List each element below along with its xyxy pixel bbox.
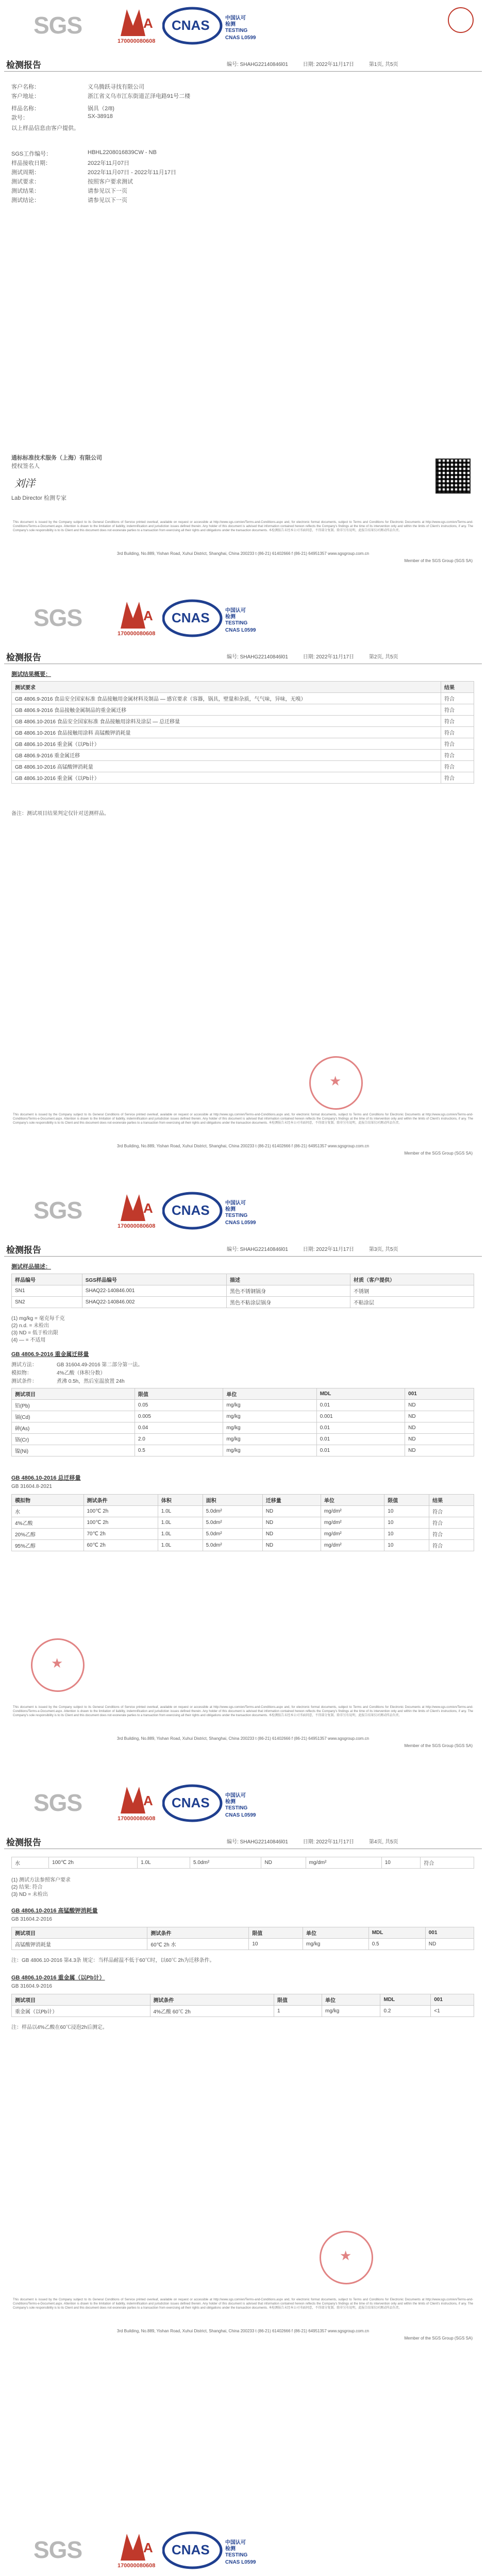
note-item: (3) ND = 未检出: [11, 1892, 48, 1897]
client-addr-label: 客户地址：: [11, 93, 40, 99]
note-item: (2) 结果: 符合: [11, 1885, 43, 1890]
result-label: 测试结果：: [11, 188, 40, 194]
result-value: 请参见以下一页: [88, 188, 127, 194]
request-label: 测试要求：: [11, 179, 40, 185]
report-date: 日期: 2022年11月17日: [303, 1247, 355, 1252]
terms-text: This document is issued by the Company subject to its General Conditions of Service printed overleaf, available on request or accessible at http://www.sgs.com/en/Terms-and-Conditions.aspx and, for electronic format documents, subject to Terms and Conditions for Electronic Documents at http://www.sgs.com/en/Terms-and-Conditions/Terms-e-Document.aspx. Attention is drawn to the limitation of liability, indemnification and jurisdiction issues defined therein. Any holder of this document is advised that information contained hereon reflects the Company's findings at the time of its intervention only and within the limits of Client's instructions, if any. The Company's sole responsibility is to its Client and this document does not exonerate parties to a transaction from exercising all their rights and obligations under the transaction documents. 本检测报告未经本公司书面同意，不得部分复制。除非另有说明，此报告结果仅对测试样品负责。: [13, 2298, 473, 2310]
received-label: 样品接收日期：: [11, 160, 51, 166]
total-table: [11, 1494, 474, 1551]
report-page-1: [0, 0, 486, 567]
table-header-row: 模拟物 测试条件 体积 面积 迁移量 单位 限值 结果: [12, 1495, 474, 1506]
sgs-logo: SGS: [33, 2536, 82, 2563]
page-number: 第4页, 共5页: [368, 1839, 398, 1845]
style-label: 款号：: [11, 115, 28, 121]
kmno4-method: GB 31604.2-2016: [11, 1917, 52, 1922]
footer-member: Member of the SGS Group (SGS SA): [404, 2336, 473, 2341]
table-row: GB 4806.9-2016 食品接触金属制品的重金属迁移 符合: [12, 704, 474, 716]
seal-mark: [448, 7, 474, 33]
table-row: GB 4806.10-2016 重金属（以Pb计） 符合: [12, 738, 474, 750]
table-row: GB 4806.9-2016 重金属迁移 符合: [12, 750, 474, 761]
table-row: 水 100℃ 2h 1.0L 5.0dm² ND mg/dm² 10 符合: [12, 1506, 474, 1517]
footer-member: Member of the SGS Group (SGS SA): [404, 558, 473, 563]
page-number: 第2页, 共5页: [368, 654, 398, 660]
report-meta: [227, 652, 412, 660]
page-header: [0, 1777, 486, 1834]
table-row: 重金属（以Pb计） 4%乙酸 60℃ 2h 1 mg/kg 0.2 <1: [12, 2006, 474, 2017]
table-row: 95%乙醇 60℃ 2h 1.0L 5.0dm² ND mg/dm² 10 符合: [12, 1540, 474, 1551]
title-row: [0, 1834, 486, 1848]
table-header-row: [12, 682, 474, 693]
report-date: 日期: 2022年11月17日: [303, 62, 355, 67]
request-value: 按照客户要求测试: [88, 179, 133, 185]
report-page-5: [0, 2524, 486, 2576]
report-meta: [227, 60, 412, 67]
report-meta: [227, 1837, 412, 1845]
svg-text:CNAS: CNAS: [172, 1202, 210, 1218]
title-row: [0, 57, 486, 70]
report-title: 检测报告: [6, 1245, 41, 1255]
report-title: 检测报告: [6, 653, 41, 663]
svg-text:CNAS: CNAS: [172, 2542, 210, 2557]
client-addr-value: 浙江省义乌市江东街道芷泽电路91号二楼: [88, 93, 191, 99]
report-page-3: [0, 1185, 486, 1752]
ma-number: 170000080608: [118, 38, 156, 44]
report-date: 日期: 2022年11月17日: [303, 654, 355, 660]
sgs-logo: SGS: [33, 604, 82, 631]
table-row: GB 4806.10-2016 高锰酸钾消耗量 符合: [12, 761, 474, 772]
summary-note: 备注：测试项目结果判定仅针对送测样品。: [11, 811, 109, 817]
sgs-ref-label: SGS工作编号：: [11, 151, 52, 157]
sgs-logo: SGS: [33, 1789, 82, 1816]
sgs-ref-value: HBHL2208016839CW - NB: [88, 149, 157, 156]
page-header: [0, 0, 486, 57]
report-title: 检测报告: [6, 1838, 41, 1848]
continued-table: [11, 1857, 474, 1869]
legend-item: (2) n.d. = 未检出: [11, 1323, 49, 1329]
sim-label: 模拟物：: [11, 1370, 32, 1376]
footer-address: 3rd Building, No.889, Yishan Road, Xuhui District, Shanghai, China 200233 t (86-21) 61402666 f (86-21) 64951357 www.sgsgroup.com.cn: [116, 551, 370, 556]
total-section-title: GB 4806.10-2016 总迁移量: [11, 1475, 81, 1481]
cnas-text: 中国认可 检测 TESTING: [225, 15, 248, 33]
cnas-logo: [162, 1190, 229, 1231]
terms-text: This document is issued by the Company subject to its General Conditions of Service printed overleaf, available on request or accessible at http://www.sgs.com/en/Terms-and-Conditions.aspx and, for electronic format documents, subject to Terms and Conditions for Electronic Documents at http://www.sgs.com/en/Terms-and-Conditions/Terms-e-Document.aspx. Attention is drawn to the limitation of liability, indemnification and jurisdiction issues defined therein. Any holder of this document is advised that information contained hereon reflects the Company's findings at the time of its intervention only and within the limits of Client's instructions, if any. The Company's sole responsibility is to its Client and this document does not exonerate parties to a transaction from exercising all their rights and obligations under the transaction documents. 本检测报告未经本公司书面同意，不得部分复制。除非另有说明，此报告结果仅对测试样品负责。: [13, 1113, 473, 1125]
cnas-number: CNAS L0599: [225, 628, 256, 633]
cnas-number: CNAS L0599: [225, 2560, 256, 2565]
pb-note: 注：样品以4%乙酸在60℃浸泡2h后测定。: [11, 2025, 108, 2030]
svg-text:A: A: [143, 1200, 153, 1216]
ma-logo: [120, 2532, 157, 2562]
kmno4-table: [11, 1927, 474, 1950]
cnas-number: CNAS L0599: [225, 1812, 256, 1818]
cnas-logo: [162, 5, 229, 46]
signature: 刘洋: [14, 477, 35, 489]
summary-title: 测试结果概要：: [11, 671, 51, 677]
cnas-logo: [162, 2530, 229, 2571]
ma-logo: [120, 1192, 157, 1222]
table-row: 砷(As) 0.04 mg/kg 0.01 ND: [12, 1422, 474, 1434]
signer-title: Lab Director 检测专家: [11, 495, 66, 501]
pb-table: [11, 1994, 474, 2017]
ma-number: 170000080608: [118, 631, 156, 637]
svg-text:A: A: [143, 15, 153, 31]
legend-item: (4) — = 不适用: [11, 1337, 46, 1343]
col-item: 测试要求: [12, 682, 441, 693]
origin-note: 以上样品信息由客户提供。: [11, 125, 79, 131]
sample-table: [11, 1274, 474, 1308]
table-row: 4%乙酸 100℃ 2h 1.0L 5.0dm² ND mg/dm² 10 符合: [12, 1517, 474, 1529]
table-row: GB 4806.9-2016 食品安全国家标准 食品接触用金属材料及制品 — 感官要求（容器，锅具，壁量和杂质，气气味，异味，无嗅） 符合: [12, 693, 474, 704]
table-row: 镉(Cd) 0.005 mg/kg 0.001 ND: [12, 1411, 474, 1422]
page-header: [0, 2524, 486, 2576]
divider: [4, 1256, 482, 1257]
page-number: 第3页, 共5页: [368, 1247, 398, 1252]
total-method: GB 31604.8-2021: [11, 1484, 52, 1489]
ma-number: 170000080608: [118, 1223, 156, 1229]
sgs-logo: SGS: [33, 1197, 82, 1224]
table-row: GB 4806.10-2016 食品接触用涂料 高锰酸钾消耗量 符合: [12, 727, 474, 738]
table-row: 水 100℃ 2h 1.0L 5.0dm² ND mg/dm² 10 符合: [12, 1857, 474, 1869]
terms-text: This document is issued by the Company subject to its General Conditions of Service printed overleaf, available on request or accessible at http://www.sgs.com/en/Terms-and-Conditions.aspx and, for electronic format documents, subject to Terms and Conditions for Electronic Documents at http://www.sgs.com/en/Terms-and-Conditions/Terms-e-Document.aspx. Attention is drawn to the limitation of liability, indemnification and jurisdiction issues defined therein. Any holder of this document is advised that information contained hereon reflects the Company's findings at the time of its intervention only and within the limits of Client's instructions, if any. The Company's sole responsibility is to its Client and this document does not exonerate parties to a transaction from exercising all their rights and obligations under the transaction documents. 本检测报告未经本公司书面同意，不得部分复制。除非另有说明，此报告结果仅对测试样品负责。: [13, 521, 473, 532]
svg-text:A: A: [143, 1793, 153, 1808]
sim-value: 4%乙酸（体积分数）: [57, 1370, 106, 1376]
svg-text:CNAS: CNAS: [172, 610, 210, 625]
table-row: GB 4806.10-2016 重金属（以Pb计） 符合: [12, 772, 474, 784]
qr-code: [435, 459, 471, 494]
received-value: 2022年11月07日: [88, 160, 130, 166]
footer-address: 3rd Building, No.889, Yishan Road, Xuhui District, Shanghai, China 200233 t (86-21) 61402666 f (86-21) 64951357 www.sgsgroup.com.cn: [116, 1144, 370, 1148]
footer-member: Member of the SGS Group (SGS SA): [404, 1151, 473, 1156]
legend-item: (1) mg/kg = 毫克每千克: [11, 1316, 65, 1321]
method-value: GB 31604.49-2016 第二部分第一法。: [57, 1362, 143, 1368]
cnas-logo: [162, 1783, 229, 1824]
ma-logo: [120, 7, 157, 37]
sample-section-title: 测试样品描述：: [11, 1264, 51, 1270]
divider: [4, 71, 482, 72]
footer-address: 3rd Building, No.889, Yishan Road, Xuhui District, Shanghai, China 200233 t (86-21) 61402666 f (86-21) 64951357 www.sgsgroup.com.cn: [116, 1736, 370, 1741]
table-header-row: 测试项目 测试条件 限值 单位 MDL 001: [12, 1927, 474, 1939]
table-row: 铬(Cr) 2.0 mg/kg 0.01 ND: [12, 1434, 474, 1445]
terms-text: This document is issued by the Company subject to its General Conditions of Service printed overleaf, available on request or accessible at http://www.sgs.com/en/Terms-and-Conditions.aspx and, for electronic format documents, subject to Terms and Conditions for Electronic Documents at http://www.sgs.com/en/Terms-and-Conditions/Terms-e-Document.aspx. Attention is drawn to the limitation of liability, indemnification and jurisdiction issues defined therein. Any holder of this document is advised that information contained hereon reflects the Company's findings at the time of its intervention only and within the limits of Client's instructions, if any. The Company's sole responsibility is to its Client and this document does not exonerate parties to a transaction from exercising all their rights and obligations under the transaction documents. 本检测报告未经本公司书面同意，不得部分复制。除非另有说明，此报告结果仅对测试样品负责。: [13, 1706, 473, 1717]
metal-section-title: GB 4806.9-2016 重金属迁移量: [11, 1351, 89, 1358]
svg-text:CNAS: CNAS: [172, 1795, 210, 1810]
note-item: (1) 测试方法参照客户要求: [11, 1877, 71, 1883]
table-row: SN1 SHAQ22-140846.001 黑色不锈钢锅身 不锈钢: [12, 1285, 474, 1297]
ma-number: 170000080608: [118, 1816, 156, 1822]
title-row: [0, 649, 486, 663]
ma-number: 170000080608: [118, 2563, 156, 2569]
table-row: 20%乙醇 70℃ 2h 1.0L 5.0dm² ND mg/dm² 10 符合: [12, 1529, 474, 1540]
svg-text:A: A: [143, 2540, 153, 2555]
ma-logo: [120, 600, 157, 630]
test-period-value: 2022年11月07日 - 2022年11月17日: [88, 170, 177, 176]
kmno4-note: 注：GB 4806.10-2016 第4.3条 规定：当样品耐温不低于60℃时，以60℃ 2h为迁移条件。: [11, 1958, 215, 1963]
cond-value: 煮沸 0.5h，然后室温放置 24h: [57, 1379, 125, 1384]
company-seal: [31, 1638, 85, 1692]
pb-method: GB 31604.9-2016: [11, 1984, 52, 1989]
ma-logo: [120, 1785, 157, 1815]
footer-address: 3rd Building, No.889, Yishan Road, Xuhui District, Shanghai, China 200233 t (86-21) 61402666 f (86-21) 64951357 www.sgsgroup.com.cn: [116, 2329, 370, 2333]
report-title: 检测报告: [6, 60, 41, 70]
table-row: GB 4806.10-2016 食品安全国家标准 食品接触用涂料及涂层 — 总迁移量 符合: [12, 716, 474, 727]
page-number: 第1页, 共5页: [368, 62, 398, 67]
cnas-number: CNAS L0599: [225, 1220, 256, 1226]
sgs-logo: SGS: [33, 12, 82, 39]
report-number: 编号: SHAHG22140846l01: [227, 654, 288, 660]
table-row: 铅(Pb) 0.05 mg/kg 0.01 ND: [12, 1400, 474, 1411]
kmno4-section-title: GB 4806.10-2016 高锰酸钾消耗量: [11, 1908, 98, 1914]
signer-company: 通标标准技术服务（上海）有限公司: [11, 455, 102, 461]
cnas-logo: [162, 598, 229, 639]
report-number: 编号: SHAHG22140846l01: [227, 1247, 288, 1252]
sample-name-label: 样品名称：: [11, 106, 40, 112]
conclusion-value: 请参见以下一页: [88, 197, 127, 204]
cnas-text: 中国认可 检测 TESTING: [225, 1200, 248, 1218]
table-header-row: 测试项目 测试条件 限值 单位 MDL 001: [12, 1994, 474, 2006]
svg-text:CNAS: CNAS: [172, 18, 210, 33]
report-date: 日期: 2022年11月17日: [303, 1839, 355, 1845]
report-number: 编号: SHAHG22140846l01: [227, 1839, 288, 1845]
cnas-number: CNAS L0599: [225, 35, 256, 41]
signer-dept: 授权签名人: [11, 463, 40, 469]
summary-table: [11, 681, 474, 784]
table-row: 高锰酸钾消耗量 60℃ 2h 水 10 mg/kg 0.5 ND: [12, 1939, 474, 1950]
pb-section-title: GB 4806.10-2016 重金属（以Pb计）: [11, 1975, 105, 1981]
method-label: 测试方法：: [11, 1362, 37, 1368]
report-number: 编号: SHAHG22140846l01: [227, 62, 288, 67]
style-value: SX-38918: [88, 113, 113, 120]
table-row: 镍(Ni) 0.5 mg/kg 0.01 ND: [12, 1445, 474, 1456]
legend-item: (3) ND = 低于检出限: [11, 1330, 58, 1336]
test-period-label: 测试周期：: [11, 170, 40, 176]
company-seal: [320, 2231, 373, 2284]
cnas-text: 中国认可 检测 TESTING: [225, 608, 248, 626]
report-page-2: [0, 592, 486, 1159]
cnas-text: 中国认可 检测 TESTING: [225, 1793, 248, 1811]
report-page-4: [0, 1777, 486, 2344]
cnas-text: 中国认可 检测 TESTING: [225, 2540, 248, 2558]
page-header: [0, 1185, 486, 1242]
sample-name-value: 锅具（2/8): [88, 106, 114, 112]
table-header-row: 测试项目 限值 单位 MDL 001: [12, 1388, 474, 1400]
footer-member: Member of the SGS Group (SGS SA): [404, 1743, 473, 1748]
table-header-row: 样品编号 SGS样品编号 描述 材质（客户提供）: [12, 1274, 474, 1285]
svg-text:A: A: [143, 608, 153, 623]
client-value: 义乌腾跃寻找有限公司: [88, 84, 144, 90]
company-seal: [309, 1056, 363, 1110]
cond-label: 测试条件：: [11, 1379, 37, 1384]
col-result: 结果: [441, 682, 474, 693]
client-label: 客户名称：: [11, 84, 40, 90]
report-meta: [227, 1245, 412, 1252]
page-header: [0, 592, 486, 649]
title-row: [0, 1242, 486, 1255]
conclusion-label: 测试结论：: [11, 197, 40, 204]
metal-table: [11, 1388, 474, 1456]
table-row: SN2 SHAQ22-140846.002 黑色不粘涂层锅身 不粘涂层: [12, 1297, 474, 1308]
